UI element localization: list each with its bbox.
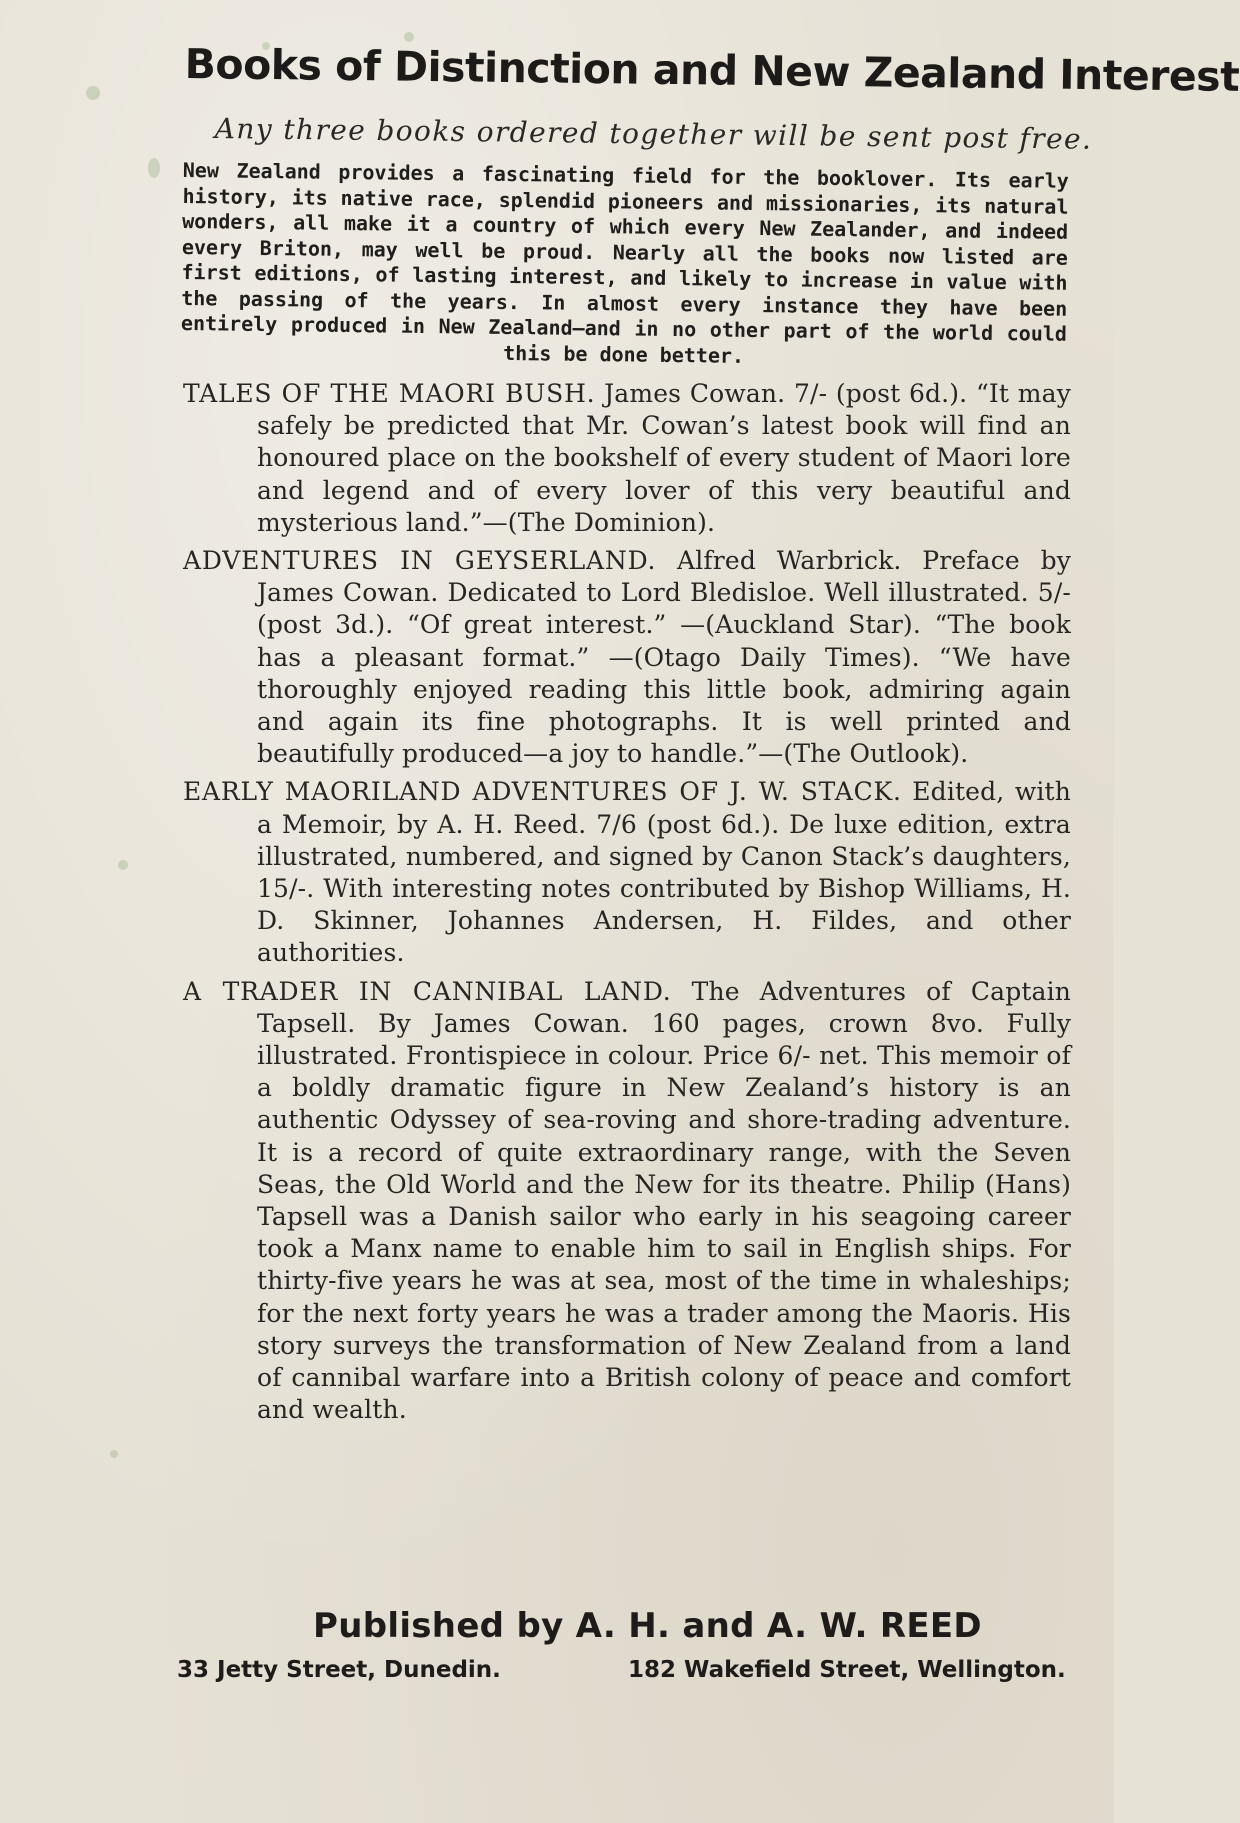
book-title: TALES OF THE MAORI BUSH. — [183, 379, 596, 408]
paper-stain — [118, 860, 128, 870]
book-description: Edited, with a Memoir, by A. H. Reed. 7/6 (post 6d.). De luxe edition, extra illustrated, numbered, and signed by Canon Stack’s daughters, 15/-. With interesting notes contributed by Bishop Williams, H. D. Skinner, Johannes Andersen, H. Fildes, and other authorities. — [257, 777, 1071, 968]
paper-stain — [404, 32, 414, 42]
book-description: The Adventures of Captain Tapsell. By James Cowan. 160 pages, crown 8vo. Fully illustrated. Frontispiece in colour. Price 6/- net. This memoir of a boldly dramatic figure in New Zealand’s history is an authentic Odyssey of sea-roving and shore-trading adventure. It is a record of quite extraordinary range, with the Seven Seas, the Old World and the New for its theatre. Philip (Hans) Tapsell was a Danish sailor who early in his seagoing career took a Manx name to enable him to sail in English ships. For thirty-five years he was at sea, most of the time in whaleships; for the next forty years he was a trader among the Maoris. His story surveys the transformation of New Zealand from a land of cannibal warfare into a British colony of peace and comfort and wealth. — [257, 976, 1071, 1425]
intro-paragraph: New Zealand provides a fascinating field for the booklover. Its early history, its native race, splendid pioneers and missionaries, its natural wonders, all make it a country of which every New Zealander, and indeed every Briton, may well be proud. Nearly all the books now listed are first editions, of lasting interest, and likely to increase in value with the passing of the years. In almost every instance they have been entirely produced in New Zealand—and in no other part of the world could this be done better. — [180, 158, 1069, 368]
page-subtitle: Any three books ordered together will be sent post free. — [214, 112, 1093, 156]
address-wellington: 182 Wakefield Street, Wellington. — [628, 1657, 1066, 1683]
paper-stain — [86, 86, 100, 100]
book-title: A TRADER IN CANNIBAL LAND. — [183, 976, 672, 1006]
book-title: EARLY MAORILAND ADVENTURES OF J. W. STACK. — [183, 777, 902, 807]
page-title: Books of Distinction and New Zealand Interest — [184, 40, 1240, 101]
book-entry — [183, 378, 1071, 539]
address-dunedin: 33 Jetty Street, Dunedin. — [177, 1657, 501, 1683]
book-entry — [183, 776, 1071, 969]
book-description: Alfred Warbrick. Preface by James Cowan. Dedicated to Lord Bledisloe. Well illustrated. 5/- (post 3d.). “Of great interest.” —(Auckland Star). “The book has a pleasant format.” —(Otago Daily Times). “We have thoroughly enjoyed reading this little book, admiring again and again its fine photographs. It is well printed and beautifully produced—a joy to handle.”—(The Outlook). — [257, 546, 1071, 769]
paper-stain — [110, 1450, 118, 1458]
book-entry — [183, 545, 1071, 770]
book-entry — [183, 976, 1071, 1427]
book-description: James Cowan. 7/- (post 6d.). “It may safely be predicted that Mr. Cowan’s latest book will find an honoured place on the bookshelf of every student of Maori lore and legend and of every lover of this very beautiful and mysterious land.”—(The Dominion). — [257, 379, 1071, 537]
book-list — [183, 378, 1071, 1433]
book-title: ADVENTURES IN GEYSERLAND. — [183, 546, 657, 576]
publisher-line: Published by A. H. and A. W. REED — [313, 1606, 982, 1646]
paper-stain — [148, 158, 160, 178]
